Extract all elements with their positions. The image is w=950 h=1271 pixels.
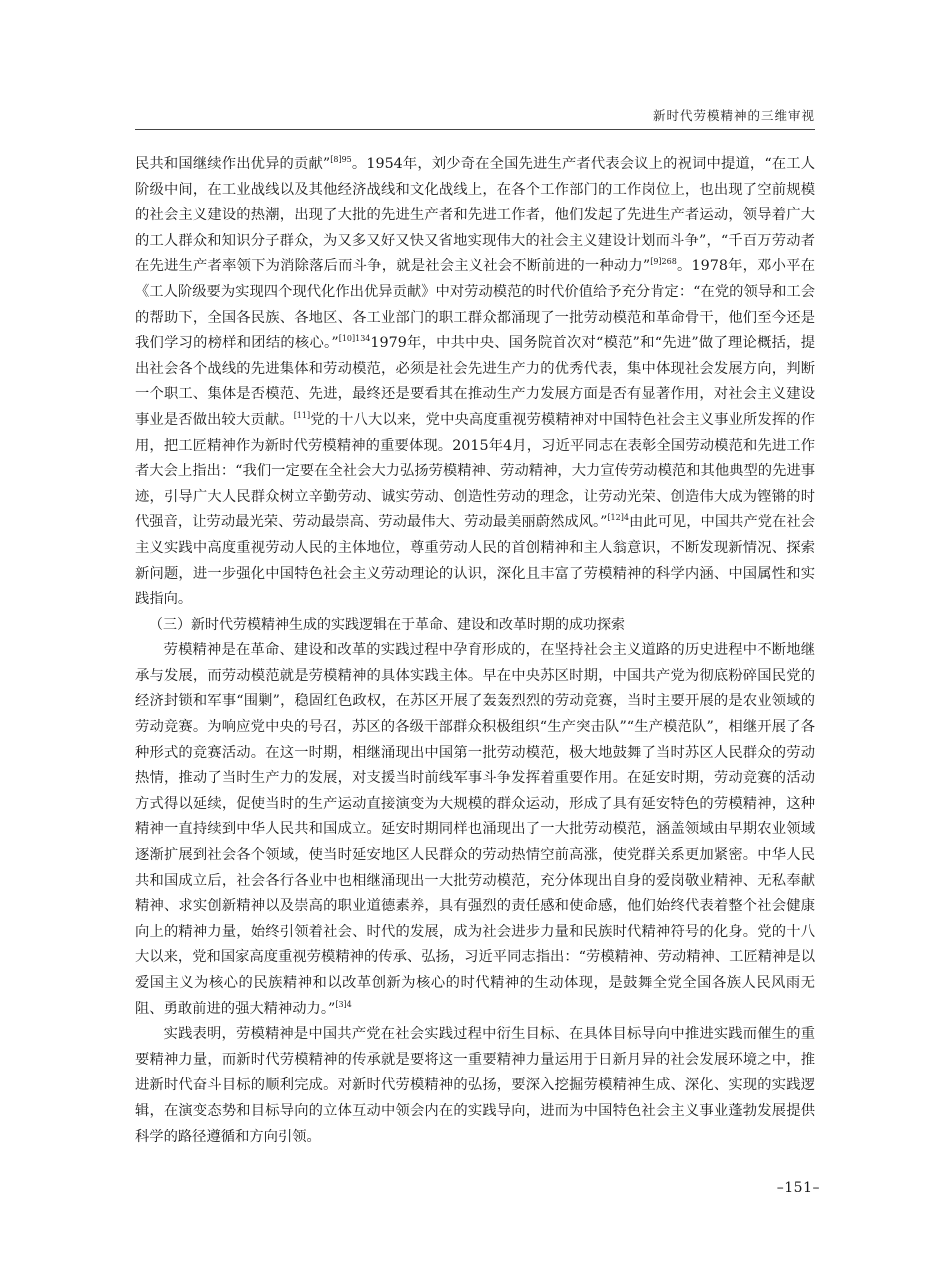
paragraph: 实践表明，劳模精神是中国共产党在社会实践过程中衍生目标、在具体目标导向中推进实践而催生的重要精神力量，而新时代劳模精神的传承就是要将这一重要精神力量运用于日新月异的社会发展环境之中，推进新时代奋斗目标的顺利完成。对新时代劳模精神的弘扬，要深入挖掘劳模精神生成、深化、实现的实践逻辑，在演变态势和目标导向的立体互动中领会内在的实践导向，进而为中国特色社会主义事业蓬勃发展提供科学的路径遵循和方向引领。: [135, 1026, 815, 1145]
paragraph-text: 劳模精神是在革命、建设和改革的实践过程中孕育形成的，在坚持社会主义道路的历史进程中不断地继承与发展，而劳动模范就是劳模精神的具体实践主体。早在中央苏区时期，中国共产党为彻底粉碎国民党的经济封锁和军事“围剿”，稳固红色政权，在苏区开展了轰轰烈烈的劳动竞赛，当时主要开展的是农业领域的劳动竞赛。为响应党中央的号召，苏区的各级干部群众积极组织“生产突击队”“生产模范队”，相继开展了各种形式的竞赛活动。在这一时期，相继涌现出中国第一批劳动模范，极大地鼓舞了当时苏区人民群众的劳动热情，推动了当时生产力的发展，对支援当时前线军事斗争发挥着重要作用。在延安时期，劳动竞赛的活动方式得以延续，促使当时的生产运动直接演变为大规模的群众运动，形成了具有延安特色的劳模精神，这种精神一直持续到中华人民共和国成立。延安时期同样也涌现出了一大批劳动模范，涵盖领域由早期农业领域逐渐扩展到社会各个领域，使当时延安地区人民群众的劳动热情空前高涨，使党群关系更加紧密。中华人民共和国成立后，社会各行各业中也相继涌现出一大批劳动模范，充分体现出自身的爱岗敬业精神、无私奉献精神、求实创新精神以及崇高的职业道德素养，具有强烈的责任感和使命感，他们始终代表着整个社会健康向上的精神力量，始终引领着社会、时代的发展，成为社会进步力量和民族时代精神符号的化身。党的十八大以来，党和国家高度重视劳模精神的传承、弘扬，习近平同志指出：“劳模精神、劳动精神、工匠精神是以爱国主义为核心的民族精神和以改革创新为核心的时代精神的生动体现，是鼓舞全党全国各族人民风雨无阻、勇敢前进的强大精神动力。”: [135, 642, 815, 1017]
running-header: 新时代劳模精神的三维审视: [652, 108, 815, 123]
paragraph-text: 党的十八大以来，党中央高度重视劳模精神对中国特色社会主义事业所发挥的作用，把工匠精神作为新时代劳模精神的重要体现。2015年4月，习近平同志在表彰全国劳动模范和先进工作者大会上指出：“我们一定要在全社会大力弘扬劳模精神、劳动精神，大力宣传劳动模范和其他典型的先进事迹，引导广大人民群众树立辛勤劳动、诚实劳动、创造性劳动的理念，让劳动光荣、创造伟大成为铿锵的时代强音，让劳动最光荣、劳动最崇高、劳动最伟大、劳动最美丽蔚然成风。”: [135, 411, 816, 531]
paragraph-text: 。1978年，邓小平在《工人阶级要为实现四个现代化作出优异贡献》中对劳动模范的时代价值给予充分肯定：“在党的领导和工会的帮助下，全国各民族、各地区、各工业部门的职工群众都涌现了一批劳动模范和革命骨干，他们至今还是我们学习的榜样和团结的核心。”: [135, 258, 815, 352]
header-rule: [135, 129, 815, 130]
citation-ref: [10]134: [338, 334, 371, 344]
page-number: –151–: [776, 1180, 820, 1196]
paragraph-text: 民共和国继续作出优异的贡献”: [135, 156, 331, 172]
article-body: [135, 152, 815, 1150]
paragraph-text: 1979年，中共中央、国务院首次对“模范”和“先进”做了理论概括，提出社会各个战线的先进集体和劳动模范，必须是社会先进生产力的优秀代表，集中体现社会发展方向，判断一个职工、集体是否模范、先进，最终还是要看其在推动生产力发展方面是否有显著作用，对社会主义建设事业是否做出较大贡献。: [135, 335, 815, 428]
citation-ref: [11]: [293, 410, 311, 420]
paragraph-text: 由此可见，中国共产党在社会主义实践中高度重视劳动人民的主体地位，尊重劳动人民的首创精神和主人翁意识，不断发现新情况、探索新问题，进一步强化中国特色社会主义劳动理论的认识，深化且丰富了劳模精神的科学内涵、中国属性和实践指向。: [135, 514, 816, 608]
citation-ref: [9]268: [650, 257, 677, 267]
citation-ref: [3]4: [335, 999, 352, 1009]
paragraph-text: 。1954年，刘少奇在全国先进生产者代表会议上的祝词中提道，“在工人阶级中间，在工业战线以及其他经济战线和文化战线上，在各个工作部门的工作岗位上，也出现了空前规模的社会主义建设的热潮，出现了大批的先进生产者和先进工作者，他们发起了先进生产者运动，领导着广大的工人群众和知识分子群众，为又多又好又快又省地实现伟大的社会主义建设计划而斗争”，“千百万劳动者在先进生产者率领下为消除落后而斗争，就是社会主义社会不断前进的一种动力”: [135, 156, 815, 275]
paragraph: [135, 638, 815, 1022]
citation-ref: [12]4: [607, 513, 629, 523]
paragraph-continued: [135, 152, 815, 613]
section-heading: （三）新时代劳模精神生成的实践逻辑在于革命、建设和改革时期的成功探索: [149, 616, 625, 633]
citation-ref: [8]95: [330, 155, 352, 164]
